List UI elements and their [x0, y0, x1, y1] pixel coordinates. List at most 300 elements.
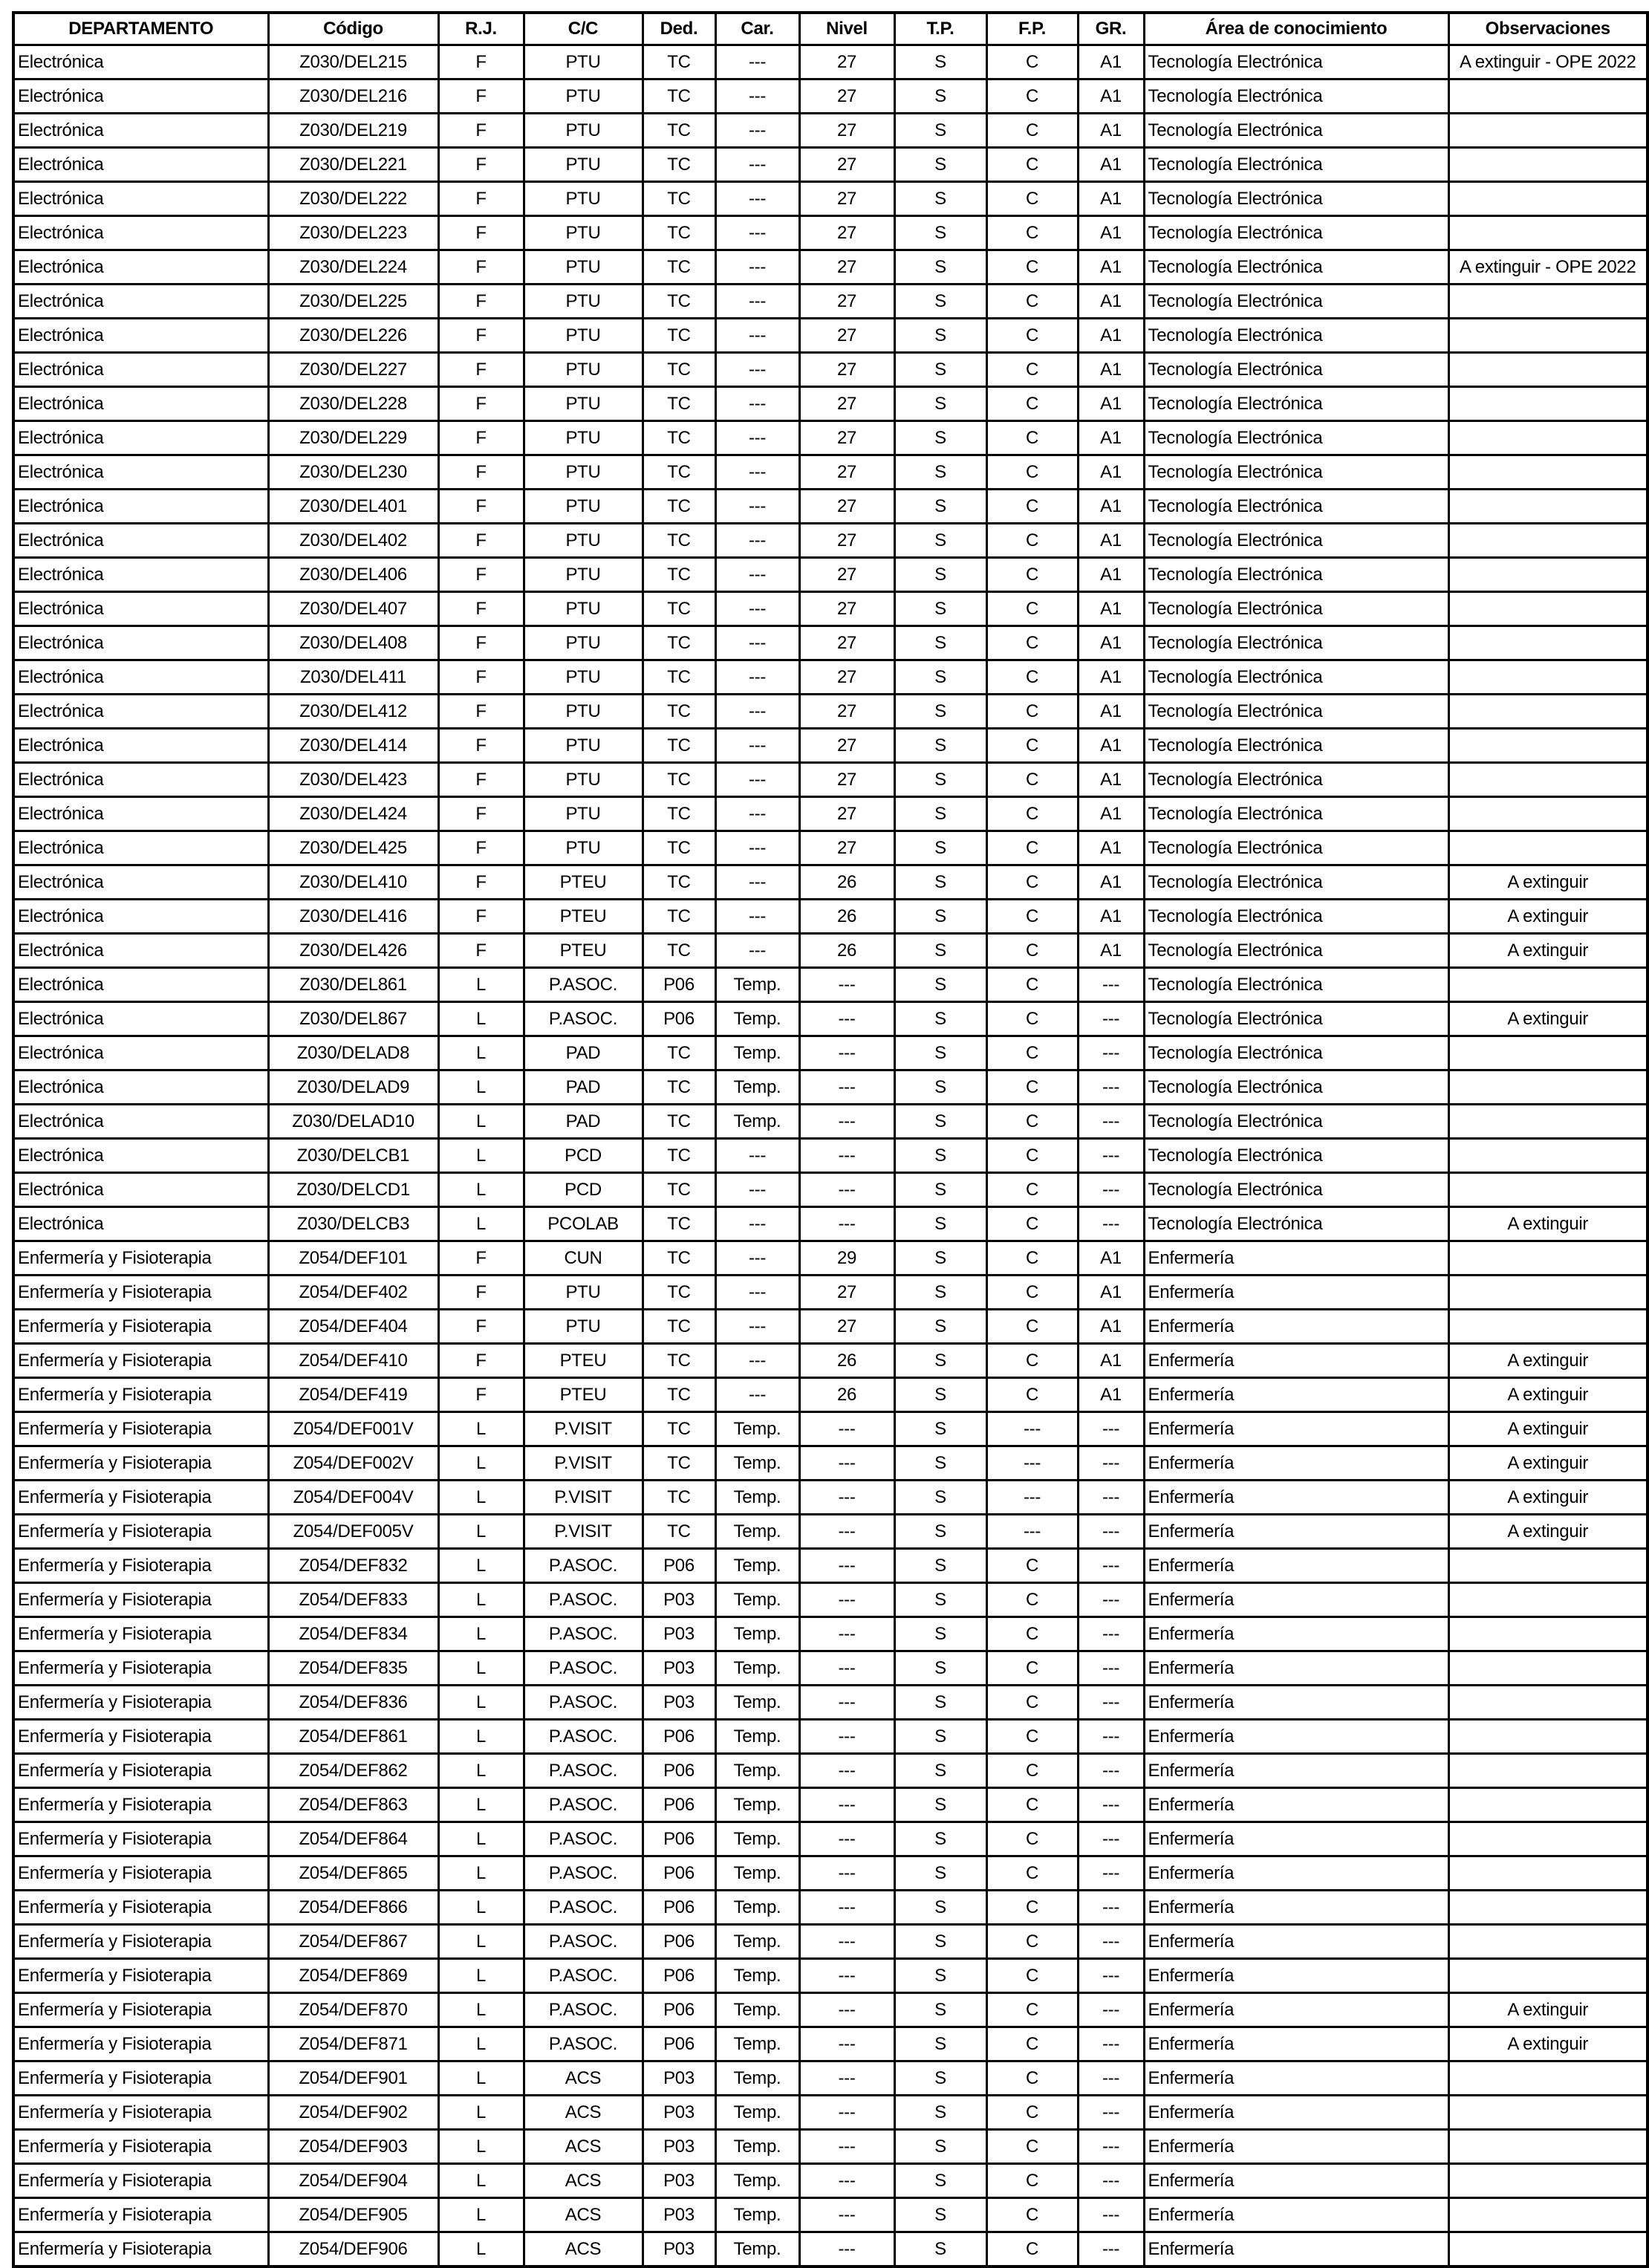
- cell-area: Tecnología Electrónica: [1144, 1207, 1448, 1241]
- cell-area: Tecnología Electrónica: [1144, 831, 1448, 865]
- cell-fp: C: [986, 319, 1078, 353]
- cell-cc: PAD: [524, 1036, 643, 1070]
- table-row: [13, 421, 1648, 455]
- cell-rj: L: [438, 1207, 524, 1241]
- cell-cc: PCD: [524, 1173, 643, 1207]
- cell-codigo: Z030/DEL416: [268, 900, 438, 934]
- cell-cc: PTU: [524, 45, 643, 79]
- cell-car: ---: [715, 797, 799, 831]
- cell-area: Tecnología Electrónica: [1144, 660, 1448, 695]
- cell-tp: S: [894, 865, 986, 900]
- cell-tp: S: [894, 1686, 986, 1720]
- cell-cc: PTU: [524, 763, 643, 797]
- cell-rj: F: [438, 660, 524, 695]
- cell-cc: P.ASOC.: [524, 1583, 643, 1617]
- cell-observaciones: [1448, 353, 1648, 387]
- cell-codigo: Z030/DEL414: [268, 729, 438, 763]
- cell-codigo: Z030/DEL407: [268, 592, 438, 626]
- cell-area: Enfermería: [1144, 1856, 1448, 1891]
- cell-ded: TC: [643, 148, 715, 182]
- cell-area: Enfermería: [1144, 2164, 1448, 2198]
- cell-rj: L: [438, 1856, 524, 1891]
- cell-ded: TC: [643, 729, 715, 763]
- cell-cc: ACS: [524, 2130, 643, 2164]
- cell-ded: TC: [643, 1105, 715, 1139]
- cell-gr: ---: [1078, 1173, 1144, 1207]
- cell-gr: ---: [1078, 1754, 1144, 1788]
- cell-area: Enfermería: [1144, 1617, 1448, 1651]
- cell-ded: P06: [643, 1720, 715, 1754]
- cell-fp: C: [986, 968, 1078, 1002]
- cell-rj: L: [438, 1788, 524, 1822]
- cell-gr: A1: [1078, 763, 1144, 797]
- cell-fp: C: [986, 1686, 1078, 1720]
- cell-observaciones: [1448, 1139, 1648, 1173]
- cell-nivel: ---: [799, 1788, 894, 1822]
- cell-tp: S: [894, 1754, 986, 1788]
- cell-tp: S: [894, 1344, 986, 1378]
- cell-ded: P03: [643, 2061, 715, 2096]
- cell-ded: TC: [643, 455, 715, 490]
- cell-car: Temp.: [715, 1856, 799, 1891]
- cell-tp: S: [894, 1549, 986, 1583]
- cell-car: ---: [715, 1310, 799, 1344]
- cell-fp: C: [986, 114, 1078, 148]
- cell-codigo: Z030/DEL408: [268, 626, 438, 660]
- table-row: [13, 1925, 1648, 1959]
- table-row: [13, 626, 1648, 660]
- cell-codigo: Z054/DEF866: [268, 1891, 438, 1925]
- cell-tp: S: [894, 1959, 986, 1993]
- cell-fp: C: [986, 2061, 1078, 2096]
- cell-fp: C: [986, 1378, 1078, 1412]
- cell-departamento: Enfermería y Fisioterapia: [13, 1481, 268, 1515]
- cell-area: Tecnología Electrónica: [1144, 285, 1448, 319]
- cell-car: ---: [715, 763, 799, 797]
- cell-departamento: Electrónica: [13, 831, 268, 865]
- cell-gr: A1: [1078, 1344, 1144, 1378]
- table-row: [13, 558, 1648, 592]
- cell-observaciones: [1448, 1310, 1648, 1344]
- cell-departamento: Electrónica: [13, 729, 268, 763]
- cell-tp: S: [894, 900, 986, 934]
- cell-tp: S: [894, 558, 986, 592]
- cell-gr: A1: [1078, 490, 1144, 524]
- cell-cc: P.VISIT: [524, 1481, 643, 1515]
- cell-rj: F: [438, 490, 524, 524]
- cell-area: Enfermería: [1144, 2130, 1448, 2164]
- cell-fp: C: [986, 1891, 1078, 1925]
- cell-departamento: Electrónica: [13, 660, 268, 695]
- cell-tp: S: [894, 1036, 986, 1070]
- cell-rj: F: [438, 763, 524, 797]
- cell-rj: F: [438, 353, 524, 387]
- table-row: [13, 1002, 1648, 1036]
- cell-codigo: Z054/DEF835: [268, 1651, 438, 1686]
- cell-observaciones: [1448, 1925, 1648, 1959]
- cell-codigo: Z030/DEL410: [268, 865, 438, 900]
- cell-codigo: Z054/DEF836: [268, 1686, 438, 1720]
- cell-codigo: Z054/DEF905: [268, 2198, 438, 2232]
- cell-tp: S: [894, 1651, 986, 1686]
- cell-nivel: 27: [799, 660, 894, 695]
- cell-area: Enfermería: [1144, 2232, 1448, 2267]
- cell-ded: TC: [643, 285, 715, 319]
- cell-rj: L: [438, 1036, 524, 1070]
- cell-cc: P.ASOC.: [524, 1002, 643, 1036]
- cell-rj: L: [438, 2164, 524, 2198]
- cell-observaciones: [1448, 1549, 1648, 1583]
- cell-ded: TC: [643, 1173, 715, 1207]
- cell-observaciones: [1448, 1583, 1648, 1617]
- cell-codigo: Z054/DEF867: [268, 1925, 438, 1959]
- cell-departamento: Electrónica: [13, 421, 268, 455]
- cell-ded: TC: [643, 1276, 715, 1310]
- cell-fp: C: [986, 1617, 1078, 1651]
- cell-departamento: Electrónica: [13, 1002, 268, 1036]
- cell-rj: L: [438, 1891, 524, 1925]
- cell-cc: PTU: [524, 353, 643, 387]
- table-row: [13, 1070, 1648, 1105]
- cell-departamento: Electrónica: [13, 79, 268, 114]
- cell-codigo: Z054/DEF001V: [268, 1412, 438, 1446]
- cell-observaciones: [1448, 968, 1648, 1002]
- cell-fp: C: [986, 1651, 1078, 1686]
- cell-nivel: ---: [799, 2198, 894, 2232]
- cell-nivel: 27: [799, 45, 894, 79]
- cell-observaciones: [1448, 1754, 1648, 1788]
- cell-ded: P06: [643, 1925, 715, 1959]
- cell-gr: ---: [1078, 1788, 1144, 1822]
- cell-nivel: ---: [799, 1720, 894, 1754]
- cell-area: Enfermería: [1144, 1549, 1448, 1583]
- cell-rj: L: [438, 1925, 524, 1959]
- cell-car: ---: [715, 421, 799, 455]
- cell-observaciones: [1448, 1276, 1648, 1310]
- cell-codigo: Z054/DEF902: [268, 2096, 438, 2130]
- cell-area: Enfermería: [1144, 1583, 1448, 1617]
- cell-tp: S: [894, 285, 986, 319]
- cell-rj: L: [438, 1651, 524, 1686]
- cell-rj: L: [438, 1173, 524, 1207]
- cell-tp: S: [894, 1241, 986, 1276]
- table-row: [13, 1686, 1648, 1720]
- cell-codigo: Z030/DEL228: [268, 387, 438, 421]
- cell-cc: P.VISIT: [524, 1446, 643, 1481]
- cell-gr: A1: [1078, 319, 1144, 353]
- cell-tp: S: [894, 934, 986, 968]
- cell-rj: F: [438, 114, 524, 148]
- cell-rj: F: [438, 455, 524, 490]
- cell-nivel: 27: [799, 524, 894, 558]
- cell-tp: S: [894, 1207, 986, 1241]
- cell-area: Tecnología Electrónica: [1144, 114, 1448, 148]
- column-header-fp: F.P.: [986, 13, 1078, 45]
- cell-observaciones: [1448, 490, 1648, 524]
- cell-cc: P.ASOC.: [524, 2027, 643, 2061]
- cell-cc: PTEU: [524, 865, 643, 900]
- cell-codigo: Z054/DEF904: [268, 2164, 438, 2198]
- cell-observaciones: [1448, 285, 1648, 319]
- cell-codigo: Z030/DEL424: [268, 797, 438, 831]
- cell-fp: ---: [986, 1446, 1078, 1481]
- cell-tp: S: [894, 45, 986, 79]
- table-row: [13, 1036, 1648, 1070]
- cell-tp: S: [894, 1856, 986, 1891]
- cell-rj: L: [438, 1720, 524, 1754]
- cell-cc: PTU: [524, 524, 643, 558]
- cell-departamento: Electrónica: [13, 695, 268, 729]
- cell-tp: S: [894, 1617, 986, 1651]
- cell-fp: C: [986, 1754, 1078, 1788]
- cell-fp: C: [986, 1310, 1078, 1344]
- cell-tp: S: [894, 1925, 986, 1959]
- cell-nivel: ---: [799, 1515, 894, 1549]
- cell-codigo: Z030/DEL219: [268, 114, 438, 148]
- cell-departamento: Enfermería y Fisioterapia: [13, 2164, 268, 2198]
- cell-fp: ---: [986, 1515, 1078, 1549]
- cell-nivel: ---: [799, 1993, 894, 2027]
- table-row: [13, 797, 1648, 831]
- cell-area: Enfermería: [1144, 1378, 1448, 1412]
- cell-rj: L: [438, 1139, 524, 1173]
- cell-area: Tecnología Electrónica: [1144, 455, 1448, 490]
- cell-ded: P06: [643, 1788, 715, 1822]
- cell-area: Tecnología Electrónica: [1144, 45, 1448, 79]
- cell-fp: C: [986, 934, 1078, 968]
- cell-gr: ---: [1078, 2027, 1144, 2061]
- cell-area: Enfermería: [1144, 1891, 1448, 1925]
- cell-departamento: Electrónica: [13, 900, 268, 934]
- cell-observaciones: [1448, 387, 1648, 421]
- cell-ded: TC: [643, 1481, 715, 1515]
- cell-area: Enfermería: [1144, 1344, 1448, 1378]
- cell-ded: TC: [643, 831, 715, 865]
- column-header-area: Área de conocimiento: [1144, 13, 1448, 45]
- cell-rj: L: [438, 1481, 524, 1515]
- cell-gr: A1: [1078, 285, 1144, 319]
- cell-fp: C: [986, 1105, 1078, 1139]
- table-body: [13, 45, 1648, 2267]
- cell-observaciones: [1448, 626, 1648, 660]
- table-row: [13, 1412, 1648, 1446]
- cell-codigo: Z054/DEF410: [268, 1344, 438, 1378]
- cell-fp: C: [986, 1925, 1078, 1959]
- cell-nivel: 26: [799, 934, 894, 968]
- cell-observaciones: [1448, 592, 1648, 626]
- cell-tp: S: [894, 421, 986, 455]
- cell-car: ---: [715, 1173, 799, 1207]
- table-header: [13, 13, 1648, 45]
- cell-departamento: Electrónica: [13, 797, 268, 831]
- cell-car: Temp.: [715, 2061, 799, 2096]
- cell-codigo: Z030/DEL222: [268, 182, 438, 216]
- cell-observaciones: [1448, 1856, 1648, 1891]
- cell-cc: ACS: [524, 2198, 643, 2232]
- cell-fp: C: [986, 1207, 1078, 1241]
- cell-nivel: ---: [799, 1959, 894, 1993]
- cell-car: Temp.: [715, 1788, 799, 1822]
- cell-fp: C: [986, 831, 1078, 865]
- cell-cc: PTU: [524, 831, 643, 865]
- cell-codigo: Z030/DEL223: [268, 216, 438, 250]
- cell-nivel: ---: [799, 1549, 894, 1583]
- cell-ded: TC: [643, 1378, 715, 1412]
- cell-rj: F: [438, 148, 524, 182]
- cell-gr: A1: [1078, 114, 1144, 148]
- cell-rj: L: [438, 2130, 524, 2164]
- cell-gr: ---: [1078, 1925, 1144, 1959]
- cell-ded: TC: [643, 1515, 715, 1549]
- cell-codigo: Z054/DEF901: [268, 2061, 438, 2096]
- cell-codigo: Z030/DEL221: [268, 148, 438, 182]
- cell-nivel: ---: [799, 1822, 894, 1856]
- cell-observaciones: [1448, 114, 1648, 148]
- cell-ded: P03: [643, 1583, 715, 1617]
- cell-ded: P03: [643, 2198, 715, 2232]
- cell-departamento: Electrónica: [13, 148, 268, 182]
- table-row: [13, 148, 1648, 182]
- cell-tp: S: [894, 455, 986, 490]
- cell-fp: C: [986, 1241, 1078, 1276]
- cell-fp: C: [986, 1036, 1078, 1070]
- cell-rj: F: [438, 524, 524, 558]
- cell-car: ---: [715, 285, 799, 319]
- cell-departamento: Enfermería y Fisioterapia: [13, 1583, 268, 1617]
- cell-gr: A1: [1078, 148, 1144, 182]
- cell-ded: TC: [643, 797, 715, 831]
- cell-fp: C: [986, 285, 1078, 319]
- cell-departamento: Electrónica: [13, 968, 268, 1002]
- table-row: [13, 387, 1648, 421]
- cell-ded: P03: [643, 2096, 715, 2130]
- cell-tp: S: [894, 1310, 986, 1344]
- cell-codigo: Z030/DEL225: [268, 285, 438, 319]
- cell-nivel: 27: [799, 387, 894, 421]
- cell-nivel: ---: [799, 1481, 894, 1515]
- cell-fp: ---: [986, 1412, 1078, 1446]
- cell-cc: ACS: [524, 2164, 643, 2198]
- cell-departamento: Enfermería y Fisioterapia: [13, 1515, 268, 1549]
- cell-gr: ---: [1078, 2164, 1144, 2198]
- cell-cc: P.ASOC.: [524, 1720, 643, 1754]
- cell-cc: ACS: [524, 2061, 643, 2096]
- cell-nivel: ---: [799, 1070, 894, 1105]
- cell-ded: TC: [643, 1070, 715, 1105]
- cell-gr: A1: [1078, 353, 1144, 387]
- cell-car: Temp.: [715, 1993, 799, 2027]
- table-row: [13, 1959, 1648, 1993]
- cell-gr: ---: [1078, 1446, 1144, 1481]
- cell-area: Enfermería: [1144, 2027, 1448, 2061]
- cell-observaciones: [1448, 1617, 1648, 1651]
- cell-observaciones: [1448, 2232, 1648, 2267]
- cell-departamento: Enfermería y Fisioterapia: [13, 2232, 268, 2267]
- cell-cc: PTU: [524, 182, 643, 216]
- cell-tp: S: [894, 660, 986, 695]
- cell-rj: L: [438, 1105, 524, 1139]
- cell-ded: P06: [643, 1959, 715, 1993]
- cell-nivel: ---: [799, 1754, 894, 1788]
- cell-area: Tecnología Electrónica: [1144, 1070, 1448, 1105]
- table-row: [13, 695, 1648, 729]
- cell-codigo: Z030/DEL226: [268, 319, 438, 353]
- cell-car: ---: [715, 865, 799, 900]
- cell-codigo: Z030/DEL227: [268, 353, 438, 387]
- cell-nivel: 27: [799, 421, 894, 455]
- cell-fp: C: [986, 2096, 1078, 2130]
- cell-nivel: 27: [799, 79, 894, 114]
- cell-departamento: Enfermería y Fisioterapia: [13, 1891, 268, 1925]
- cell-rj: F: [438, 216, 524, 250]
- table-row: [13, 490, 1648, 524]
- cell-rj: L: [438, 1993, 524, 2027]
- cell-nivel: 26: [799, 900, 894, 934]
- cell-observaciones: [1448, 729, 1648, 763]
- cell-observaciones: [1448, 660, 1648, 695]
- cell-gr: A1: [1078, 695, 1144, 729]
- cell-car: ---: [715, 729, 799, 763]
- cell-departamento: Electrónica: [13, 216, 268, 250]
- cell-gr: ---: [1078, 1139, 1144, 1173]
- cell-cc: PTEU: [524, 1378, 643, 1412]
- cell-tp: S: [894, 1378, 986, 1412]
- cell-codigo: Z054/DEF869: [268, 1959, 438, 1993]
- cell-cc: PTEU: [524, 900, 643, 934]
- cell-area: Tecnología Electrónica: [1144, 592, 1448, 626]
- table-row: [13, 865, 1648, 900]
- cell-car: ---: [715, 934, 799, 968]
- table-row: [13, 114, 1648, 148]
- cell-ded: TC: [643, 934, 715, 968]
- cell-fp: C: [986, 79, 1078, 114]
- cell-fp: C: [986, 558, 1078, 592]
- cell-departamento: Enfermería y Fisioterapia: [13, 1959, 268, 1993]
- table-row: [13, 900, 1648, 934]
- cell-nivel: 27: [799, 831, 894, 865]
- cell-nivel: 27: [799, 216, 894, 250]
- cell-area: Enfermería: [1144, 1754, 1448, 1788]
- cell-nivel: ---: [799, 2164, 894, 2198]
- table-row: [13, 1139, 1648, 1173]
- cell-nivel: 27: [799, 353, 894, 387]
- cell-rj: F: [438, 1378, 524, 1412]
- cell-cc: CUN: [524, 1241, 643, 1276]
- cell-cc: PCOLAB: [524, 1207, 643, 1241]
- cell-gr: ---: [1078, 2061, 1144, 2096]
- cell-tp: S: [894, 2164, 986, 2198]
- cell-nivel: 29: [799, 1241, 894, 1276]
- cell-nivel: ---: [799, 1583, 894, 1617]
- cell-departamento: Electrónica: [13, 1207, 268, 1241]
- cell-gr: ---: [1078, 2130, 1144, 2164]
- cell-observaciones: [1448, 831, 1648, 865]
- cell-nivel: ---: [799, 1105, 894, 1139]
- cell-codigo: Z054/DEF863: [268, 1788, 438, 1822]
- cell-gr: ---: [1078, 1959, 1144, 1993]
- cell-fp: C: [986, 900, 1078, 934]
- cell-area: Tecnología Electrónica: [1144, 1105, 1448, 1139]
- cell-area: Tecnología Electrónica: [1144, 763, 1448, 797]
- cell-nivel: ---: [799, 1446, 894, 1481]
- cell-nivel: ---: [799, 2027, 894, 2061]
- cell-rj: L: [438, 1515, 524, 1549]
- cell-gr: ---: [1078, 1822, 1144, 1856]
- cell-observaciones: A extinguir: [1448, 934, 1648, 968]
- cell-cc: P.ASOC.: [524, 1788, 643, 1822]
- cell-fp: C: [986, 182, 1078, 216]
- cell-cc: PTU: [524, 216, 643, 250]
